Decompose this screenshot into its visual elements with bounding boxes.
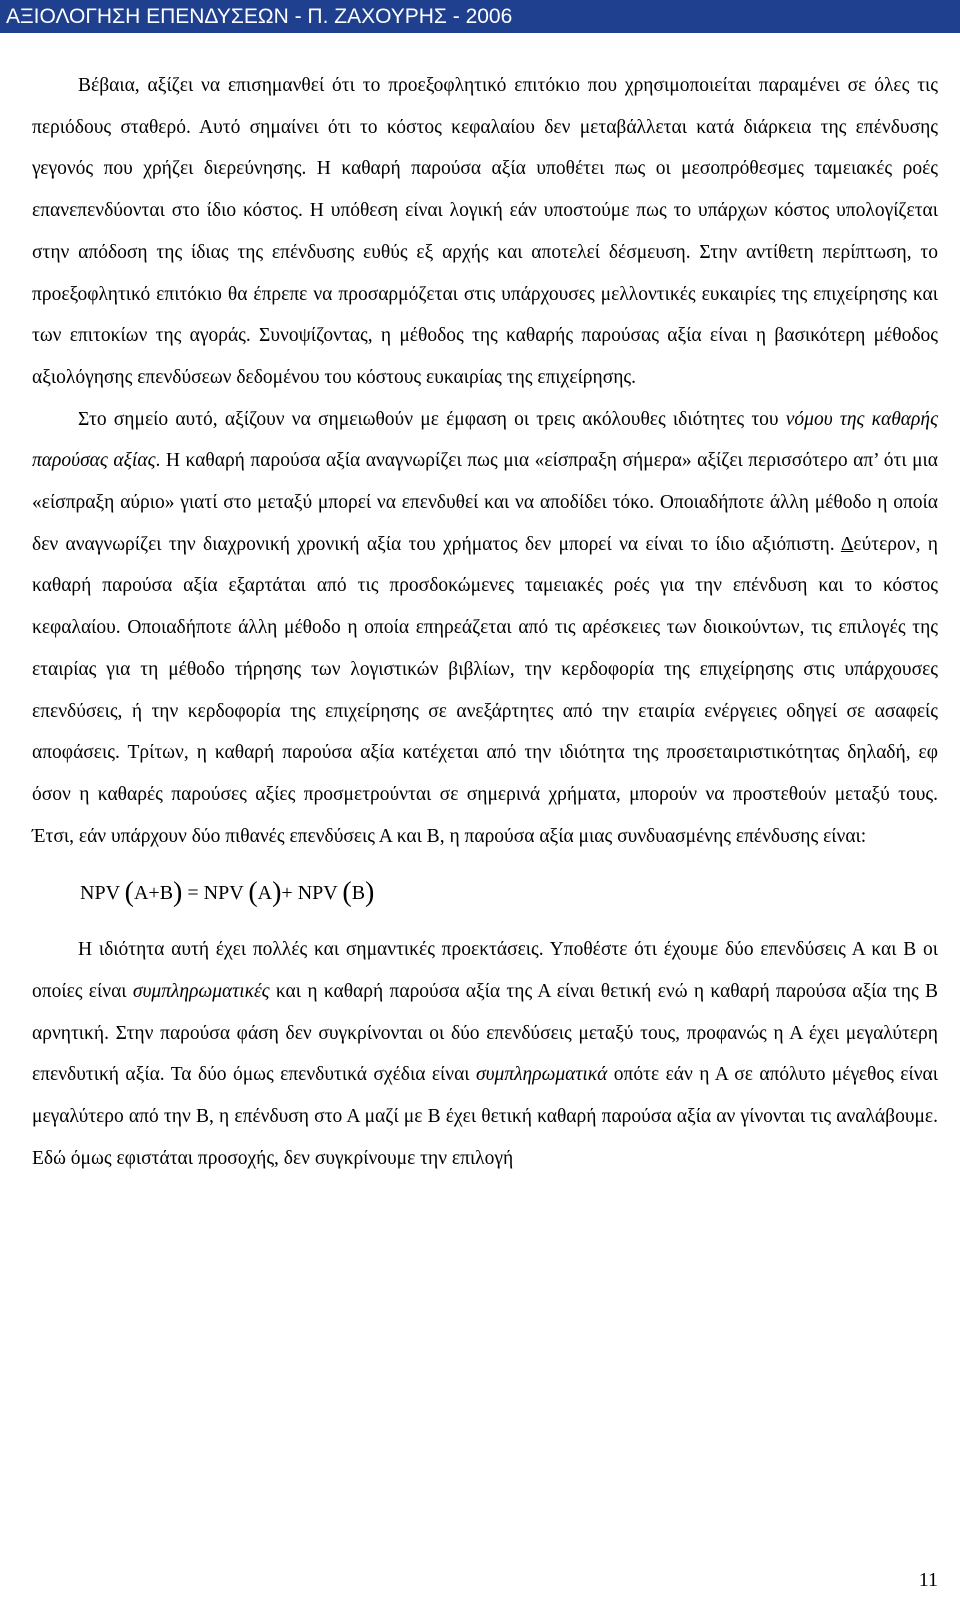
running-header	[0, 0, 960, 33]
p3-italic-term-2: συμπληρωματικά	[475, 1064, 608, 1086]
formula-plus: +	[281, 882, 293, 905]
formula-close-paren-2: )	[272, 877, 282, 909]
formula-close-paren-1: )	[173, 877, 183, 909]
formula-open-paren-2: (	[248, 877, 258, 909]
document-body	[32, 65, 938, 1180]
formula-arg-3: B	[351, 882, 366, 905]
formula-npv-1: NPV	[80, 882, 120, 905]
formula-open-paren-3: (	[342, 877, 352, 909]
npv-additivity-formula	[32, 857, 938, 929]
p2-italic-term: νόμου της καθαρής παρούσας αξίας	[32, 408, 938, 472]
header-title: ΑΞΙΟΛΟΓΗΣΗ ΕΠΕΝΔΥΣΕΩΝ - Π. ΖΑΧΟΥΡΗΣ - 2006	[6, 5, 513, 28]
p3-text-end: οπότε εάν η Α σε απόλυτο μέγεθος είναι μεγαλύτερο από την Β, η επένδυση στο Α μαζί με Β έχει θετική καθαρή παρούσα αξία αν γίνονται τις αναλάβουμε. Εδώ όμως εφιστάται προσοχής, δεν συγκρίνουμε την επιλογή	[32, 1064, 938, 1169]
p3-text-mid: και η καθαρή παρούσα αξία της Α είναι θετική ενώ η καθαρή παρούσα αξία της Β αρνητική. Στην παρούσα φάση δεν συγκρίνονται οι δύο επενδύσεις μεταξύ τους, προφανώς η Α έχει μεγαλύτερη επενδυτική αξία. Τα δύο όμως επενδυτικά σχέδια είναι	[32, 981, 938, 1086]
p2-underlined-letter: Δ	[840, 533, 854, 555]
formula-open-paren-1: (	[124, 877, 134, 909]
p2-text-start: Στο σημείο αυτό, αξίζουν να σημειωθούν με έμφαση οι τρεις ακόλουθες ιδιότητες του	[78, 408, 786, 430]
paragraph-complementary-investments	[32, 929, 938, 1179]
p3-text-start: Η ιδιότητα αυτή έχει πολλές και σημαντικές προεκτάσεις. Υποθέστε ότι έχουμε δύο επενδύσεις Α και Β οι οποίες είναι	[32, 939, 938, 1003]
page-number: 11	[918, 1569, 938, 1591]
formula-equals: =	[187, 882, 199, 905]
p2-text-end: εύτερον, η καθαρή παρούσα αξία εξαρτάται από τις προσδοκώμενες ταμειακές ροές για την επένδυση και το κόστος κεφαλαίου. Οποιαδήποτε άλλη μέθοδο η οποία επηρεάζεται από τις αρέσκειες των διοικούντων, τις επιλογές της εταιρίας για τη μέθοδο τήρησης των λογιστικών βιβλίων, την κερδοφορία της επιχείρησης στις υπάρχουσες επενδύσεις, ή την κερδοφορία της επιχείρησης σε ανεξάρτητες από την εταιρία ενέργειες οδηγεί σε ασαφείς αποφάσεις. Τρίτων, η καθαρή παρούσα αξία κατέχεται από την ιδιότητα της προσεταιριστικότητας δηλαδή, εφ όσον η καθαρές παρούσες αξίες προσμετρούνται σε σημερινά χρήματα, μπορούν να προστεθούν μεταξύ τους. Έτσι, εάν υπάρχουν δύο πιθανές επενδύσεις Α και Β, η παρούσα αξία μιας συνδυασμένης επένδυσης είναι:	[32, 533, 938, 847]
p3-italic-term-1: συμπληρωματικές	[132, 981, 270, 1003]
formula-arg-1: A+B	[133, 882, 174, 905]
paragraph-npv-properties	[32, 399, 938, 858]
p2-text-mid: . Η καθαρή παρούσα αξία αναγνωρίζει πως μια «είσπραξη σήμερα» αξίζει περισσότερο απ’ ότι μια «είσπραξη αύριο» γιατί στο μεταξύ μπορεί να επενδυθεί και να αποδίδει τόκο. Οποιαδήποτε άλλη μέθοδο η οποία δεν αναγνωρίζει την διαχρονική χρονική αξία του χρήματος δεν μπορεί να είναι το ίδιο αξιόπιστη.	[32, 450, 939, 555]
paragraph-discount-rate: Βέβαια, αξίζει να επισημανθεί ότι το προεξοφλητικό επιτόκιο που χρησιμοποιείται παραμένει σε όλες τις περιόδους σταθερό. Αυτό σημαίνει ότι το κόστος κεφαλαίου δεν μεταβάλλεται κατά διάρκεια της επένδυσης γεγονός που χρήζει διερεύνησης. Η καθαρή παρούσα αξία υποθέτει πως οι μεσοπρόθεσμες ταμειακές ροές επανεπενδύονται στο ίδιο κόστος. Η υπόθεση είναι λογική εάν υποστούμε πως το υπάρχων κόστος υπολογίζεται στην απόδοση της ίδιας της επένδυσης ευθύς εξ αρχής και αποτελεί δέσμευση. Στην αντίθετη περίπτωση, το προεξοφλητικό επιτόκιο θα έπρεπε να προσαρμόζεται στις υπάρχουσες μελλοντικές ευκαιρίες της επιχείρησης και των επιτοκίων της αγοράς. Συνοψίζοντας, η μέθοδος της καθαρής παρούσας αξία είναι η βασικότερη μέθοδος αξιολόγησης επενδύσεων δεδομένου του κόστους ευκαιρίας της επιχείρησης.	[32, 75, 938, 388]
formula-npv-3: NPV	[297, 882, 338, 905]
formula-close-paren-3: )	[365, 877, 375, 909]
formula-npv-2: NPV	[203, 882, 244, 905]
formula-arg-2: A	[257, 882, 273, 905]
